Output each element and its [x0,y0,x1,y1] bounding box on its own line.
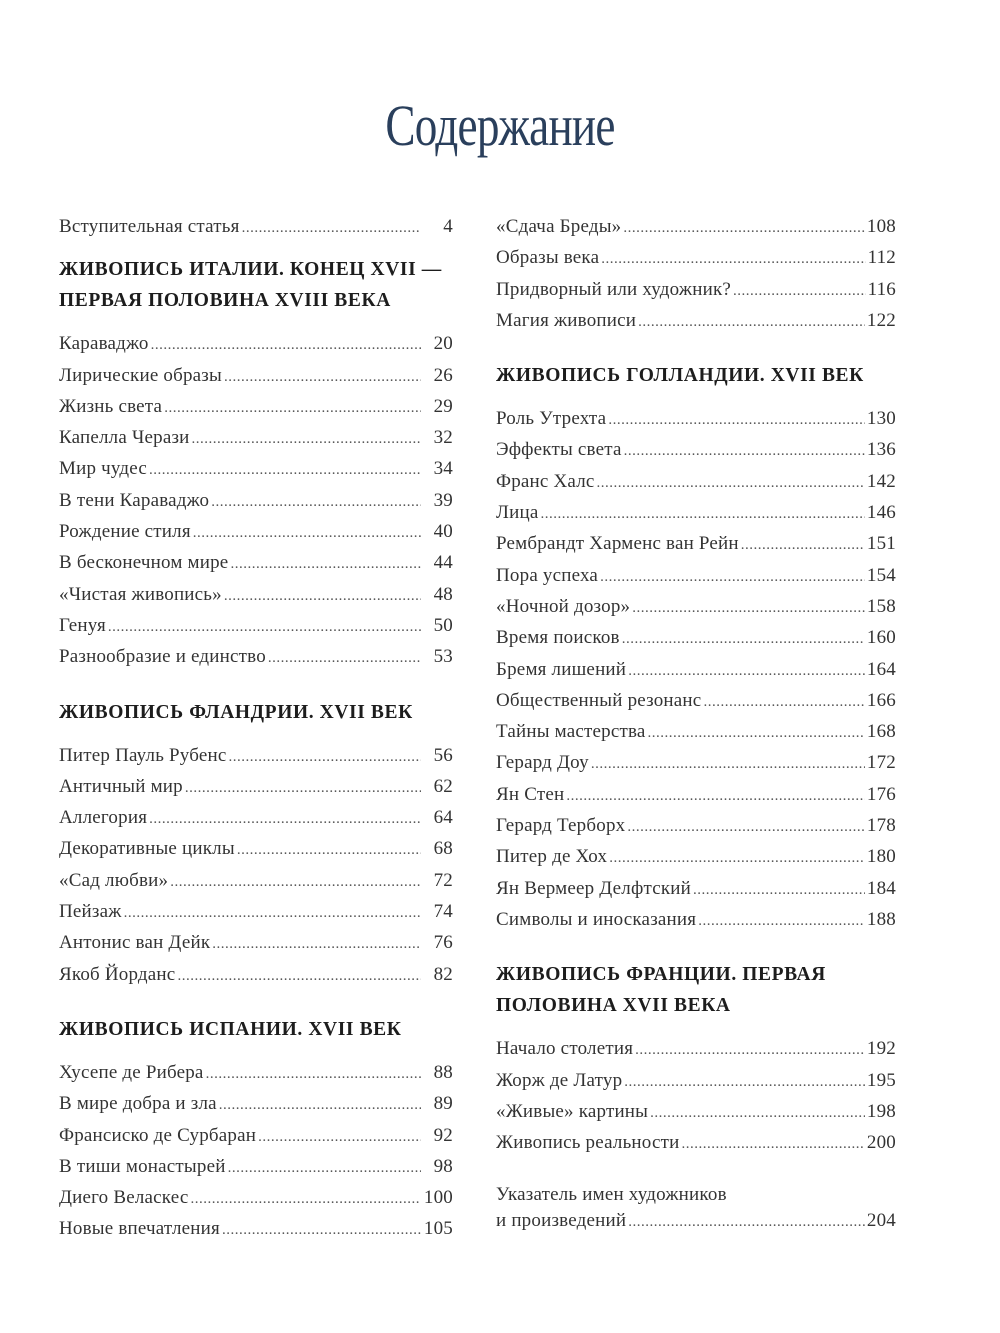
toc-entry[interactable] [496,1096,896,1127]
toc-entry-page: 34 [433,458,453,480]
toc-leader-dots [540,499,864,530]
toc-entry[interactable] [496,1127,896,1158]
toc-entry[interactable] [59,833,453,864]
toc-entry-label: Якоб Йорданс [59,963,176,985]
toc-leader-dots [206,1059,421,1090]
toc-leader-dots [170,867,421,898]
toc-entry[interactable] [59,579,453,610]
toc-entry-label: «Сад любви» [59,869,169,891]
toc-entry-page: 204 [866,1210,896,1232]
toc-entry-label: Герард Доу [496,752,589,774]
toc-leader-dots [224,362,421,393]
toc-entry[interactable] [59,802,453,833]
toc-entry-label: Питер Пауль Рубенс [59,744,227,766]
toc-leader-dots [219,1090,421,1121]
toc-entry[interactable] [59,771,453,802]
toc-leader-dots [733,276,866,307]
toc-entry-label: Время поисков [496,627,620,649]
toc-entry-page: 164 [866,658,896,680]
toc-entry-page: 4 [443,216,453,237]
toc-leader-dots [624,436,865,467]
toc-entry-label: «Сдача Бреды» [496,216,622,237]
toc-entry-label: Эффекты света [496,439,622,461]
section-heading-holland: ЖИВОПИСЬ ГОЛЛАНДИИ. XVII ВЕК [496,365,864,387]
toc-entry[interactable] [496,403,896,434]
toc-entry-page: 48 [433,583,453,605]
section-heading-france [496,959,896,1021]
toc-entry[interactable] [59,360,453,391]
toc-leader-dots [149,455,421,486]
toc-entry-label: Рождение стиля [59,521,191,543]
toc-leader-dots [703,687,864,718]
section-heading-line: ЖИВОПИСЬ ФРАНЦИИ. ПЕРВАЯ [496,964,826,986]
toc-entry-label: Ян Стен [496,783,565,805]
toc-list-france [496,1033,896,1158]
toc-entry-label: Ян Вермеер Делфтский [496,877,692,899]
toc-entry-page: 50 [433,614,453,636]
toc-entry-page: 168 [866,721,896,743]
toc-entry-label: Пора успеха [496,564,599,586]
toc-entry-page: 116 [867,278,896,300]
section-heading-line: ПОЛОВИНА XVII ВЕКА [496,995,731,1017]
toc-entry[interactable] [496,685,896,716]
toc-leader-dots [149,804,421,835]
toc-entry-label: Новые впечатления [59,1218,220,1240]
toc-entry-label: Декоративные циклы [59,838,235,860]
toc-leader-dots [268,643,421,674]
toc-entry-label: Диего Веласкес [59,1187,189,1209]
toc-entry[interactable] [496,305,896,336]
toc-entry[interactable] [59,1151,453,1182]
toc-leader-dots [681,1129,864,1160]
toc-leader-dots [108,612,421,643]
section-heading-flanders: ЖИВОПИСЬ ФЛАНДРИИ. XVII ВЕК [59,701,413,723]
toc-entry-page: 200 [866,1132,896,1154]
toc-entry-label: Антонис ван Дейк [59,932,211,954]
toc-entry-label: Хусепе де Рибера [59,1061,204,1083]
toc-entry-label: Роль Утрехта [496,408,607,430]
page-title: Содержание [385,93,615,158]
toc-entry[interactable] [59,516,453,547]
toc-entry-page: 44 [433,552,453,574]
toc-leader-dots [211,487,421,518]
toc-entry-page: 130 [866,408,896,430]
toc-leader-dots [124,898,421,929]
toc-entry-page: 62 [433,775,453,797]
toc-entry-page: 198 [866,1100,896,1122]
toc-entry-page: 56 [433,744,453,766]
toc-entry-label: Разнообразие и единство [59,646,266,668]
toc-entry-label: Жорж де Латур [496,1069,623,1091]
toc-leader-dots [741,530,865,561]
toc-entry-page: 64 [433,807,453,829]
section-heading-spain: ЖИВОПИСЬ ИСПАНИИ. XVII ВЕК [59,1018,402,1040]
toc-entry[interactable] [496,747,896,778]
toc-entry[interactable] [59,865,453,896]
toc-leader-dots [627,812,865,843]
toc-leader-dots [224,581,421,612]
toc-entry-intro[interactable] [59,211,453,242]
toc-entry-page: 92 [433,1124,453,1146]
toc-leader-dots [177,961,421,992]
toc-entry[interactable] [496,622,896,653]
toc-entry[interactable] [496,528,896,559]
toc-entry-label: Жизнь света [59,395,163,417]
toc-leader-dots [600,562,865,593]
toc-entry[interactable] [496,873,896,904]
toc-entry-page: 108 [866,216,896,237]
toc-entry-page: 53 [433,646,453,668]
toc-leader-dots [698,906,865,937]
toc-entry-label: Начало столетия [496,1038,634,1060]
toc-leader-dots [228,1153,421,1184]
toc-entry[interactable] [59,422,453,453]
toc-list-flanders [59,740,453,990]
toc-leader-dots [242,213,421,244]
toc-leader-dots [635,1035,865,1066]
toc-entry-index[interactable] [496,1182,896,1234]
toc-entry[interactable] [496,211,896,242]
toc-leader-dots [638,307,865,338]
toc-entry[interactable] [496,716,896,747]
toc-entry[interactable] [59,485,453,516]
toc-leader-dots [151,330,421,361]
toc-entry-page: 72 [433,869,453,891]
toc-entry[interactable] [496,654,896,685]
toc-leader-dots [693,875,865,906]
toc-leader-dots [628,1209,865,1235]
toc-entry-label: В тени Караваджо [59,489,210,511]
toc-entry-label: Франс Халс [496,470,595,492]
toc-entry-label: «Живые» картины [496,1100,649,1122]
toc-leader-dots [608,405,865,436]
toc-entry[interactable] [59,896,453,927]
toc-leader-dots [229,742,422,773]
toc-entry-label: Лица [496,502,539,524]
toc-entry[interactable] [59,1213,453,1244]
toc-entry[interactable] [496,434,896,465]
toc-entry-label: В бесконечном мире [59,552,229,574]
toc-leader-dots [601,244,865,275]
toc-entry-page: 74 [433,901,453,923]
toc-entry-label: Капелла Черази [59,427,190,449]
toc-leader-dots [624,1067,865,1098]
toc-leader-dots [623,213,865,244]
section-heading-line: ПЕРВАЯ ПОЛОВИНА XVIII ВЕКА [59,290,391,312]
toc-entry-page: 146 [866,502,896,524]
toc-entry-label: Мир чудес [59,458,147,480]
toc-leader-dots [648,718,865,749]
toc-entry-page: 40 [433,521,453,543]
toc-leader-dots [230,549,421,580]
toc-leader-dots [190,1184,421,1215]
toc-entry-page: 136 [866,439,896,461]
toc-entry-page: 88 [433,1061,453,1083]
toc-entry-page: 29 [433,395,453,417]
toc-leader-dots [212,929,421,960]
toc-entry-label: «Чистая живопись» [59,583,222,605]
toc-entry-page: 154 [866,564,896,586]
toc-leader-dots [258,1122,421,1153]
toc-entry[interactable] [59,740,453,771]
toc-entry-page: 192 [866,1038,896,1060]
toc-leader-dots [192,424,421,455]
section-heading-line: ЖИВОПИСЬ ИТАЛИИ. КОНЕЦ XVII — [59,259,442,281]
toc-entry-page: 76 [433,932,453,954]
toc-leader-dots [164,393,421,424]
toc-entry-label: Генуя [59,614,106,636]
toc-entry-page: 195 [866,1069,896,1091]
toc-leader-dots [609,843,865,874]
toc-entry-page: 32 [433,427,453,449]
toc-entry-label: Образы века [496,247,600,269]
toc-entry[interactable] [496,810,896,841]
toc-entry[interactable] [496,1065,896,1096]
toc-leader-dots [597,468,865,499]
toc-entry-label: Общественный резонанс [496,689,702,711]
toc-entry[interactable] [59,959,453,990]
toc-entry[interactable] [59,610,453,641]
toc-list-spain-continued [496,211,896,336]
toc-entry-page: 112 [867,247,896,269]
toc-entry-label: Живопись реальности [496,1132,680,1154]
toc-right-column [496,211,896,1234]
toc-leader-dots [185,773,421,804]
toc-entry-page: 172 [866,752,896,774]
toc-entry-label: Символы и иносказания [496,908,697,930]
toc-entry-label: «Ночной дозор» [496,595,631,617]
toc-entry-label: Герард Терборх [496,815,626,837]
toc-entry[interactable] [496,497,896,528]
toc-entry-page: 158 [866,595,896,617]
toc-entry-label: Франсиско де Сурбаран [59,1124,257,1146]
toc-entry-label: Тайны мастерства [496,721,646,743]
toc-entry[interactable] [496,560,896,591]
toc-entry-label: Рембрандт Харменс ван Рейн [496,533,739,555]
toc-entry[interactable] [59,453,453,484]
toc-entry-page: 20 [433,333,453,355]
toc-entry[interactable] [59,391,453,422]
toc-entry[interactable] [59,328,453,359]
toc-entry-page: 82 [433,963,453,985]
toc-entry[interactable] [496,1033,896,1064]
toc-entry-page: 142 [866,470,896,492]
section-heading-italy [59,254,453,316]
toc-entry-page: 184 [866,877,896,899]
toc-leader-dots [632,593,865,624]
toc-entry[interactable] [496,274,896,305]
toc-entry-page: 100 [423,1187,453,1209]
toc-entry-label: Бремя лишений [496,658,627,680]
toc-entry-page: 176 [866,783,896,805]
toc-entry[interactable] [496,904,896,935]
toc-leader-dots [193,518,421,549]
toc-entry-page: 98 [433,1155,453,1177]
toc-entry-label: Указатель имен художников [496,1184,727,1206]
toc-leader-dots [566,781,865,812]
toc-leader-dots [622,624,865,655]
toc-entry-page: 166 [866,689,896,711]
toc-entry-label: В мире добра и зла [59,1093,217,1115]
toc-entry[interactable] [496,466,896,497]
toc-entry-page: 68 [433,838,453,860]
toc-entry-label: Питер де Хох [496,846,608,868]
toc-entry[interactable] [59,927,453,958]
toc-entry-page: 105 [423,1218,453,1240]
toc-entry-page: 160 [866,627,896,649]
toc-entry[interactable] [59,1120,453,1151]
toc-entry-label: и произведений [496,1210,627,1232]
toc-left-column [59,211,453,1245]
toc-entry-page: 26 [433,364,453,386]
toc-leader-dots [591,749,865,780]
toc-entry-page: 151 [866,533,896,555]
toc-entry-label: Придворный или художник? [496,278,732,300]
toc-leader-dots [237,835,421,866]
toc-entry[interactable] [496,779,896,810]
toc-list-italy [59,328,453,672]
toc-leader-dots [222,1215,421,1246]
toc-entry-label: Аллегория [59,807,148,829]
toc-leader-dots [628,656,865,687]
toc-entry-label: Магия живописи [496,309,637,331]
toc-entry-page: 39 [433,489,453,511]
toc-list-holland [496,403,896,935]
toc-list-spain [59,1057,453,1245]
toc-entry-label: Вступительная статья [59,216,240,237]
toc-entry-label: Лирические образы [59,364,222,386]
toc-entry-label: Пейзаж [59,901,122,923]
toc-entry-page: 188 [866,908,896,930]
toc-entry-label: Античный мир [59,775,183,797]
toc-entry-page: 178 [866,815,896,837]
toc-entry[interactable] [59,1088,453,1119]
toc-entry-label: Караваджо [59,333,149,355]
toc-entry[interactable] [59,641,453,672]
toc-entry[interactable] [59,1182,453,1213]
toc-entry-page: 122 [866,309,896,331]
toc-entry-label: В тиши монастырей [59,1155,226,1177]
toc-entry[interactable] [496,242,896,273]
toc-entry[interactable] [59,547,453,578]
toc-entry[interactable] [496,591,896,622]
toc-entry-page: 180 [866,846,896,868]
toc-entry-page: 89 [433,1093,453,1115]
toc-entry[interactable] [59,1057,453,1088]
toc-leader-dots [650,1098,865,1129]
toc-entry[interactable] [496,841,896,872]
